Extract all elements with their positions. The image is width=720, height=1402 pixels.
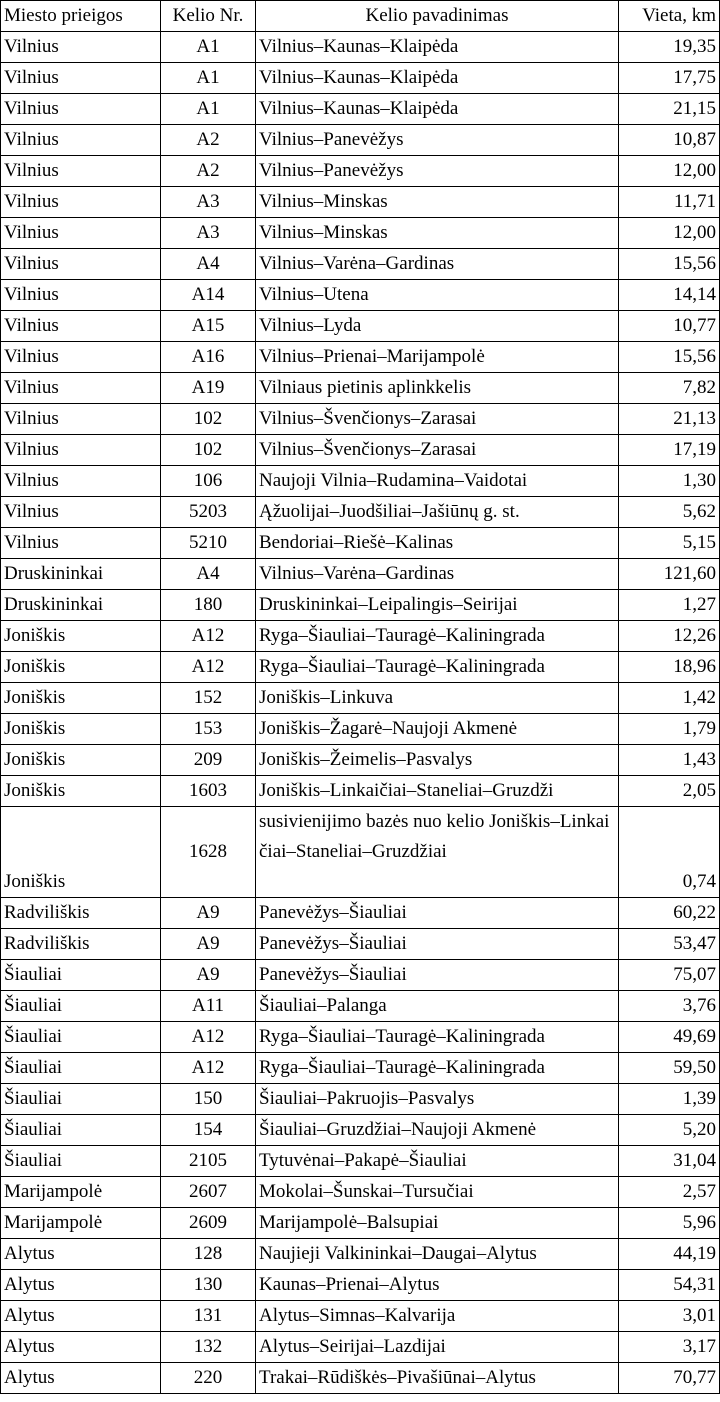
location-km-cell: 12,26 — [619, 621, 720, 652]
location-km-cell: 5,20 — [619, 1115, 720, 1146]
road-name-cell: Vilnius–Švenčionys–Zarasai — [256, 435, 619, 466]
road-name-cell: Joniškis–Žagarė–Naujoji Akmenė — [256, 714, 619, 745]
road-number-cell: A2 — [161, 125, 256, 156]
city-cell: Vilnius — [1, 435, 161, 466]
location-km-cell: 15,56 — [619, 342, 720, 373]
road-number-cell: 106 — [161, 466, 256, 497]
table-row — [1, 32, 720, 63]
road-number-cell: 2609 — [161, 1208, 256, 1239]
road-name-cell: Ryga–Šiauliai–Tauragė–Kaliningrada — [256, 1022, 619, 1053]
table-row — [1, 898, 720, 929]
table-row — [1, 1363, 720, 1394]
table-row — [1, 373, 720, 404]
location-km-cell: 21,15 — [619, 94, 720, 125]
city-cell: Vilnius — [1, 94, 161, 125]
table-row — [1, 94, 720, 125]
city-cell: Vilnius — [1, 187, 161, 218]
table-row — [1, 249, 720, 280]
road-name-cell: Alytus–Seirijai–Lazdijai — [256, 1332, 619, 1363]
location-km-cell: 53,47 — [619, 929, 720, 960]
table-body — [1, 32, 720, 1394]
road-name-cell: Naujieji Valkininkai–Daugai–Alytus — [256, 1239, 619, 1270]
location-km-cell: 15,56 — [619, 249, 720, 280]
table-row — [1, 1270, 720, 1301]
location-km-cell: 3,76 — [619, 991, 720, 1022]
road-number-cell: A3 — [161, 218, 256, 249]
road-number-cell: 131 — [161, 1301, 256, 1332]
road-number-cell: A9 — [161, 898, 256, 929]
city-cell: Šiauliai — [1, 1053, 161, 1084]
road-number-cell: 5210 — [161, 528, 256, 559]
road-name-cell: Naujoji Vilnia–Rudamina–Vaidotai — [256, 466, 619, 497]
table-row — [1, 652, 720, 683]
road-name-cell: Vilnius–Varėna–Gardinas — [256, 559, 619, 590]
table-row — [1, 466, 720, 497]
table-row — [1, 125, 720, 156]
table-row — [1, 1115, 720, 1146]
city-cell: Šiauliai — [1, 1022, 161, 1053]
road-number-cell: A1 — [161, 63, 256, 94]
road-number-cell: A12 — [161, 621, 256, 652]
city-cell: Alytus — [1, 1332, 161, 1363]
location-km-cell: 7,82 — [619, 373, 720, 404]
table-row — [1, 1084, 720, 1115]
table-row — [1, 929, 720, 960]
road-name-cell: Druskininkai–Leipalingis–Seirijai — [256, 590, 619, 621]
road-number-cell: 1628 — [161, 807, 256, 898]
city-cell: Vilnius — [1, 280, 161, 311]
table-row — [1, 342, 720, 373]
location-km-cell: 1,30 — [619, 466, 720, 497]
header-location-km: Vieta, km — [619, 1, 720, 32]
location-km-cell: 1,27 — [619, 590, 720, 621]
road-name-cell: Vilnius–Panevėžys — [256, 125, 619, 156]
table-row — [1, 991, 720, 1022]
road-name-cell: Ryga–Šiauliai–Tauragė–Kaliningrada — [256, 652, 619, 683]
city-cell: Vilnius — [1, 249, 161, 280]
road-number-cell: 130 — [161, 1270, 256, 1301]
road-number-cell: A4 — [161, 249, 256, 280]
location-km-cell: 10,87 — [619, 125, 720, 156]
table-row — [1, 683, 720, 714]
table-row — [1, 1022, 720, 1053]
location-km-cell: 5,62 — [619, 497, 720, 528]
location-km-cell: 0,74 — [619, 807, 720, 898]
road-name-cell: Vilnius–Lyda — [256, 311, 619, 342]
location-km-cell: 12,00 — [619, 218, 720, 249]
road-name-cell: Vilnius–Kaunas–Klaipėda — [256, 94, 619, 125]
road-name-cell: Šiauliai–Pakruojis–Pasvalys — [256, 1084, 619, 1115]
road-number-cell: A4 — [161, 559, 256, 590]
road-name-cell: Tytuvėnai–Pakapė–Šiauliai — [256, 1146, 619, 1177]
road-number-cell: A3 — [161, 187, 256, 218]
road-number-cell: A14 — [161, 280, 256, 311]
table-row — [1, 1177, 720, 1208]
city-cell: Šiauliai — [1, 991, 161, 1022]
table-row — [1, 63, 720, 94]
city-cell: Vilnius — [1, 342, 161, 373]
city-cell: Vilnius — [1, 32, 161, 63]
road-number-cell: 180 — [161, 590, 256, 621]
location-km-cell: 19,35 — [619, 32, 720, 63]
road-name-cell: Vilnius–Minskas — [256, 218, 619, 249]
city-cell: Vilnius — [1, 156, 161, 187]
city-cell: Vilnius — [1, 466, 161, 497]
road-name-cell: Vilnius–Švenčionys–Zarasai — [256, 404, 619, 435]
table-row — [1, 435, 720, 466]
road-number-cell: 2105 — [161, 1146, 256, 1177]
table-row — [1, 187, 720, 218]
header-city: Miesto prieigos — [1, 1, 161, 32]
location-km-cell: 3,17 — [619, 1332, 720, 1363]
table-row — [1, 404, 720, 435]
road-number-cell: 153 — [161, 714, 256, 745]
road-name-cell: Alytus–Simnas–Kalvarija — [256, 1301, 619, 1332]
location-km-cell: 70,77 — [619, 1363, 720, 1394]
header-row — [1, 1, 720, 32]
city-cell: Alytus — [1, 1239, 161, 1270]
location-km-cell: 75,07 — [619, 960, 720, 991]
location-km-cell: 10,77 — [619, 311, 720, 342]
road-number-cell: A11 — [161, 991, 256, 1022]
table-row — [1, 156, 720, 187]
road-number-cell: A1 — [161, 32, 256, 63]
city-cell: Joniškis — [1, 776, 161, 807]
city-cell: Vilnius — [1, 311, 161, 342]
city-cell: Joniškis — [1, 652, 161, 683]
road-name-cell: Joniškis–Linkuva — [256, 683, 619, 714]
location-km-cell: 54,31 — [619, 1270, 720, 1301]
city-cell: Šiauliai — [1, 960, 161, 991]
road-name-cell: Joniškis–Žeimelis–Pasvalys — [256, 745, 619, 776]
road-name-cell: Marijampolė–Balsupiai — [256, 1208, 619, 1239]
location-km-cell: 17,75 — [619, 63, 720, 94]
road-number-cell: 2607 — [161, 1177, 256, 1208]
road-number-cell: 1603 — [161, 776, 256, 807]
table-row — [1, 280, 720, 311]
city-cell: Vilnius — [1, 528, 161, 559]
city-cell: Alytus — [1, 1270, 161, 1301]
road-number-cell: A16 — [161, 342, 256, 373]
road-number-cell: A2 — [161, 156, 256, 187]
road-number-cell: A9 — [161, 929, 256, 960]
road-number-cell: 102 — [161, 435, 256, 466]
city-cell: Alytus — [1, 1301, 161, 1332]
location-km-cell: 11,71 — [619, 187, 720, 218]
table-row — [1, 1301, 720, 1332]
road-name-cell: Panevėžys–Šiauliai — [256, 898, 619, 929]
location-km-cell: 12,00 — [619, 156, 720, 187]
road-number-cell: 5203 — [161, 497, 256, 528]
road-name-cell: Vilnius–Prienai–Marijampolė — [256, 342, 619, 373]
location-km-cell: 5,15 — [619, 528, 720, 559]
city-cell: Vilnius — [1, 497, 161, 528]
location-km-cell: 21,13 — [619, 404, 720, 435]
road-number-cell: 220 — [161, 1363, 256, 1394]
table-row — [1, 807, 720, 898]
location-km-cell: 1,39 — [619, 1084, 720, 1115]
city-cell: Vilnius — [1, 373, 161, 404]
header-road-number: Kelio Nr. — [161, 1, 256, 32]
road-number-cell: 150 — [161, 1084, 256, 1115]
table-row — [1, 497, 720, 528]
table-row — [1, 559, 720, 590]
location-km-cell: 2,05 — [619, 776, 720, 807]
table-row — [1, 590, 720, 621]
road-name-cell: Šiauliai–Palanga — [256, 991, 619, 1022]
road-name-cell: Mokolai–Šunskai–Tursučiai — [256, 1177, 619, 1208]
road-name-cell: Vilnius–Kaunas–Klaipėda — [256, 32, 619, 63]
road-number-cell: A12 — [161, 1022, 256, 1053]
table-row — [1, 1208, 720, 1239]
road-name-cell: Vilnius–Panevėžys — [256, 156, 619, 187]
city-cell: Alytus — [1, 1363, 161, 1394]
road-name-cell: Panevėžys–Šiauliai — [256, 929, 619, 960]
road-number-cell: 154 — [161, 1115, 256, 1146]
city-cell: Joniškis — [1, 714, 161, 745]
city-cell: Marijampolė — [1, 1177, 161, 1208]
location-km-cell: 1,43 — [619, 745, 720, 776]
road-name-cell: Šiauliai–Gruzdžiai–Naujoji Akmenė — [256, 1115, 619, 1146]
road-name-cell: Vilnius–Utena — [256, 280, 619, 311]
city-cell: Druskininkai — [1, 590, 161, 621]
road-number-cell: 152 — [161, 683, 256, 714]
city-cell: Vilnius — [1, 404, 161, 435]
road-number-cell: A12 — [161, 1053, 256, 1084]
location-km-cell: 121,60 — [619, 559, 720, 590]
road-name-cell: Trakai–Rūdiškės–Pivašiūnai–Alytus — [256, 1363, 619, 1394]
location-km-cell: 31,04 — [619, 1146, 720, 1177]
table-row — [1, 621, 720, 652]
road-name-cell: Vilnius–Varėna–Gardinas — [256, 249, 619, 280]
road-number-cell: A12 — [161, 652, 256, 683]
location-km-cell: 59,50 — [619, 1053, 720, 1084]
table-row — [1, 776, 720, 807]
table-row — [1, 960, 720, 991]
road-name-cell: Vilnius–Kaunas–Klaipėda — [256, 63, 619, 94]
location-km-cell: 1,79 — [619, 714, 720, 745]
road-name-cell: Panevėžys–Šiauliai — [256, 960, 619, 991]
city-cell: Druskininkai — [1, 559, 161, 590]
city-cell: Šiauliai — [1, 1146, 161, 1177]
location-km-cell: 18,96 — [619, 652, 720, 683]
city-cell: Vilnius — [1, 63, 161, 94]
location-km-cell: 2,57 — [619, 1177, 720, 1208]
table-row — [1, 311, 720, 342]
road-name-cell: Ryga–Šiauliai–Tauragė–Kaliningrada — [256, 621, 619, 652]
road-name-cell: Ąžuolijai–Juodšiliai–Jašiūnų g. st. — [256, 497, 619, 528]
table-header — [1, 1, 720, 32]
city-cell: Šiauliai — [1, 1115, 161, 1146]
road-name-cell: Bendoriai–Riešė–Kalinas — [256, 528, 619, 559]
road-number-cell: A1 — [161, 94, 256, 125]
road-name-cell: Kaunas–Prienai–Alytus — [256, 1270, 619, 1301]
location-km-cell: 14,14 — [619, 280, 720, 311]
table-row — [1, 714, 720, 745]
road-number-cell: 128 — [161, 1239, 256, 1270]
city-cell: Joniškis — [1, 745, 161, 776]
location-km-cell: 3,01 — [619, 1301, 720, 1332]
city-cell: Joniškis — [1, 807, 161, 898]
road-number-cell: 209 — [161, 745, 256, 776]
road-number-cell: A9 — [161, 960, 256, 991]
location-km-cell: 17,19 — [619, 435, 720, 466]
table-row — [1, 1053, 720, 1084]
location-km-cell: 1,42 — [619, 683, 720, 714]
location-km-cell: 44,19 — [619, 1239, 720, 1270]
city-cell: Joniškis — [1, 621, 161, 652]
table-row — [1, 218, 720, 249]
header-road-name: Kelio pavadinimas — [256, 1, 619, 32]
road-number-cell: 132 — [161, 1332, 256, 1363]
location-km-cell: 49,69 — [619, 1022, 720, 1053]
city-cell: Šiauliai — [1, 1084, 161, 1115]
table-row — [1, 745, 720, 776]
road-name-cell: Vilniaus pietinis aplinkkelis — [256, 373, 619, 404]
table-row — [1, 1332, 720, 1363]
table-row — [1, 1146, 720, 1177]
road-name-cell: Joniškis–Linkaičiai–Staneliai–Gruzdži — [256, 776, 619, 807]
city-cell: Vilnius — [1, 125, 161, 156]
road-name-cell: susivienijimo bazės nuo kelio Joniškis–Linkaičiai–Staneliai–Gruzdžiai — [256, 807, 619, 898]
road-number-cell: A15 — [161, 311, 256, 342]
city-cell: Radviliškis — [1, 929, 161, 960]
table-row — [1, 1239, 720, 1270]
city-cell: Vilnius — [1, 218, 161, 249]
table-row — [1, 528, 720, 559]
road-name-cell: Ryga–Šiauliai–Tauragė–Kaliningrada — [256, 1053, 619, 1084]
road-number-cell: A19 — [161, 373, 256, 404]
city-cell: Joniškis — [1, 683, 161, 714]
road-name-cell: Vilnius–Minskas — [256, 187, 619, 218]
location-km-cell: 60,22 — [619, 898, 720, 929]
road-number-cell: 102 — [161, 404, 256, 435]
city-cell: Marijampolė — [1, 1208, 161, 1239]
location-km-cell: 5,96 — [619, 1208, 720, 1239]
city-cell: Radviliškis — [1, 898, 161, 929]
